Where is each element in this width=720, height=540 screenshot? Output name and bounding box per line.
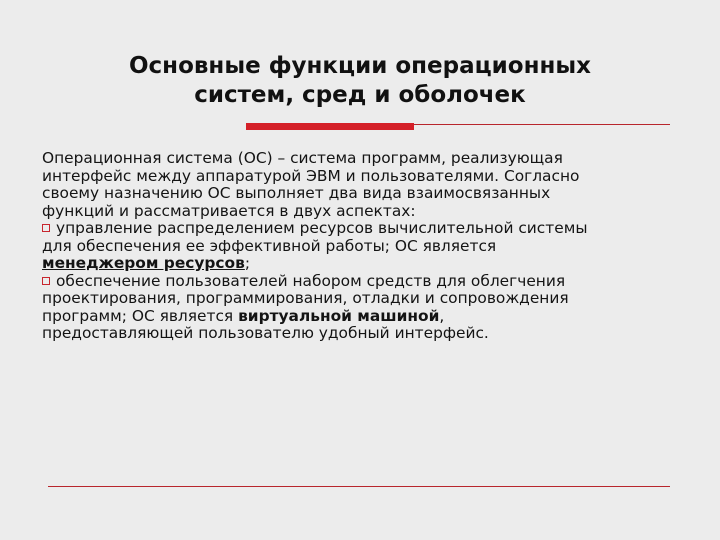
virtual-machine-term: виртуальной машиной (238, 306, 440, 325)
title-line-1: Основные функции операционных (129, 53, 591, 79)
intro-line-3: своему назначению ОС выполняет два вида взаимосвязанных (42, 184, 551, 202)
resource-manager-term: менеджером ресурсов (42, 254, 245, 272)
bullet-2-line-4: предоставляющей пользователю удобный интерфейс. (42, 324, 489, 342)
intro-line-4: функций и рассматривается в двух аспектах: (42, 201, 416, 220)
bullet-1-suffix: ; (244, 254, 251, 272)
slide-title (70, 52, 650, 110)
bullet-2-line-1 (42, 273, 682, 291)
bullet-2-suffix: , (439, 306, 445, 325)
bullet-1-line-2: для обеспечения ее эффективной работы; ОС является (42, 236, 497, 255)
bullet-1-line-1 (42, 220, 682, 238)
intro-line-1: Операционная система (ОС) – система программ, реализующая (42, 149, 563, 167)
bottom-divider-line (48, 486, 670, 487)
title-line-2: систем, сред и оболочек (194, 82, 526, 108)
title-accent-bar (246, 123, 414, 130)
square-bullet-icon (42, 277, 50, 285)
bullet-1-line-3 (42, 255, 682, 273)
bullet-2-line-3 (42, 308, 682, 326)
bullet-2-prefix: программ; ОС является (42, 306, 239, 325)
bullet-2-text-1: обеспечение пользователей набором средств для облегчения (56, 271, 566, 290)
square-bullet-icon (42, 224, 50, 232)
bullet-2-line-2: проектирования, программирования, отладки и сопровождения (42, 289, 569, 307)
bullet-1-text-1: управление распределением ресурсов вычислительной системы (56, 219, 588, 237)
intro-line-2: интерфейс между аппаратурой ЭВМ и пользователями. Согласно (42, 166, 580, 185)
body-text (42, 150, 682, 343)
